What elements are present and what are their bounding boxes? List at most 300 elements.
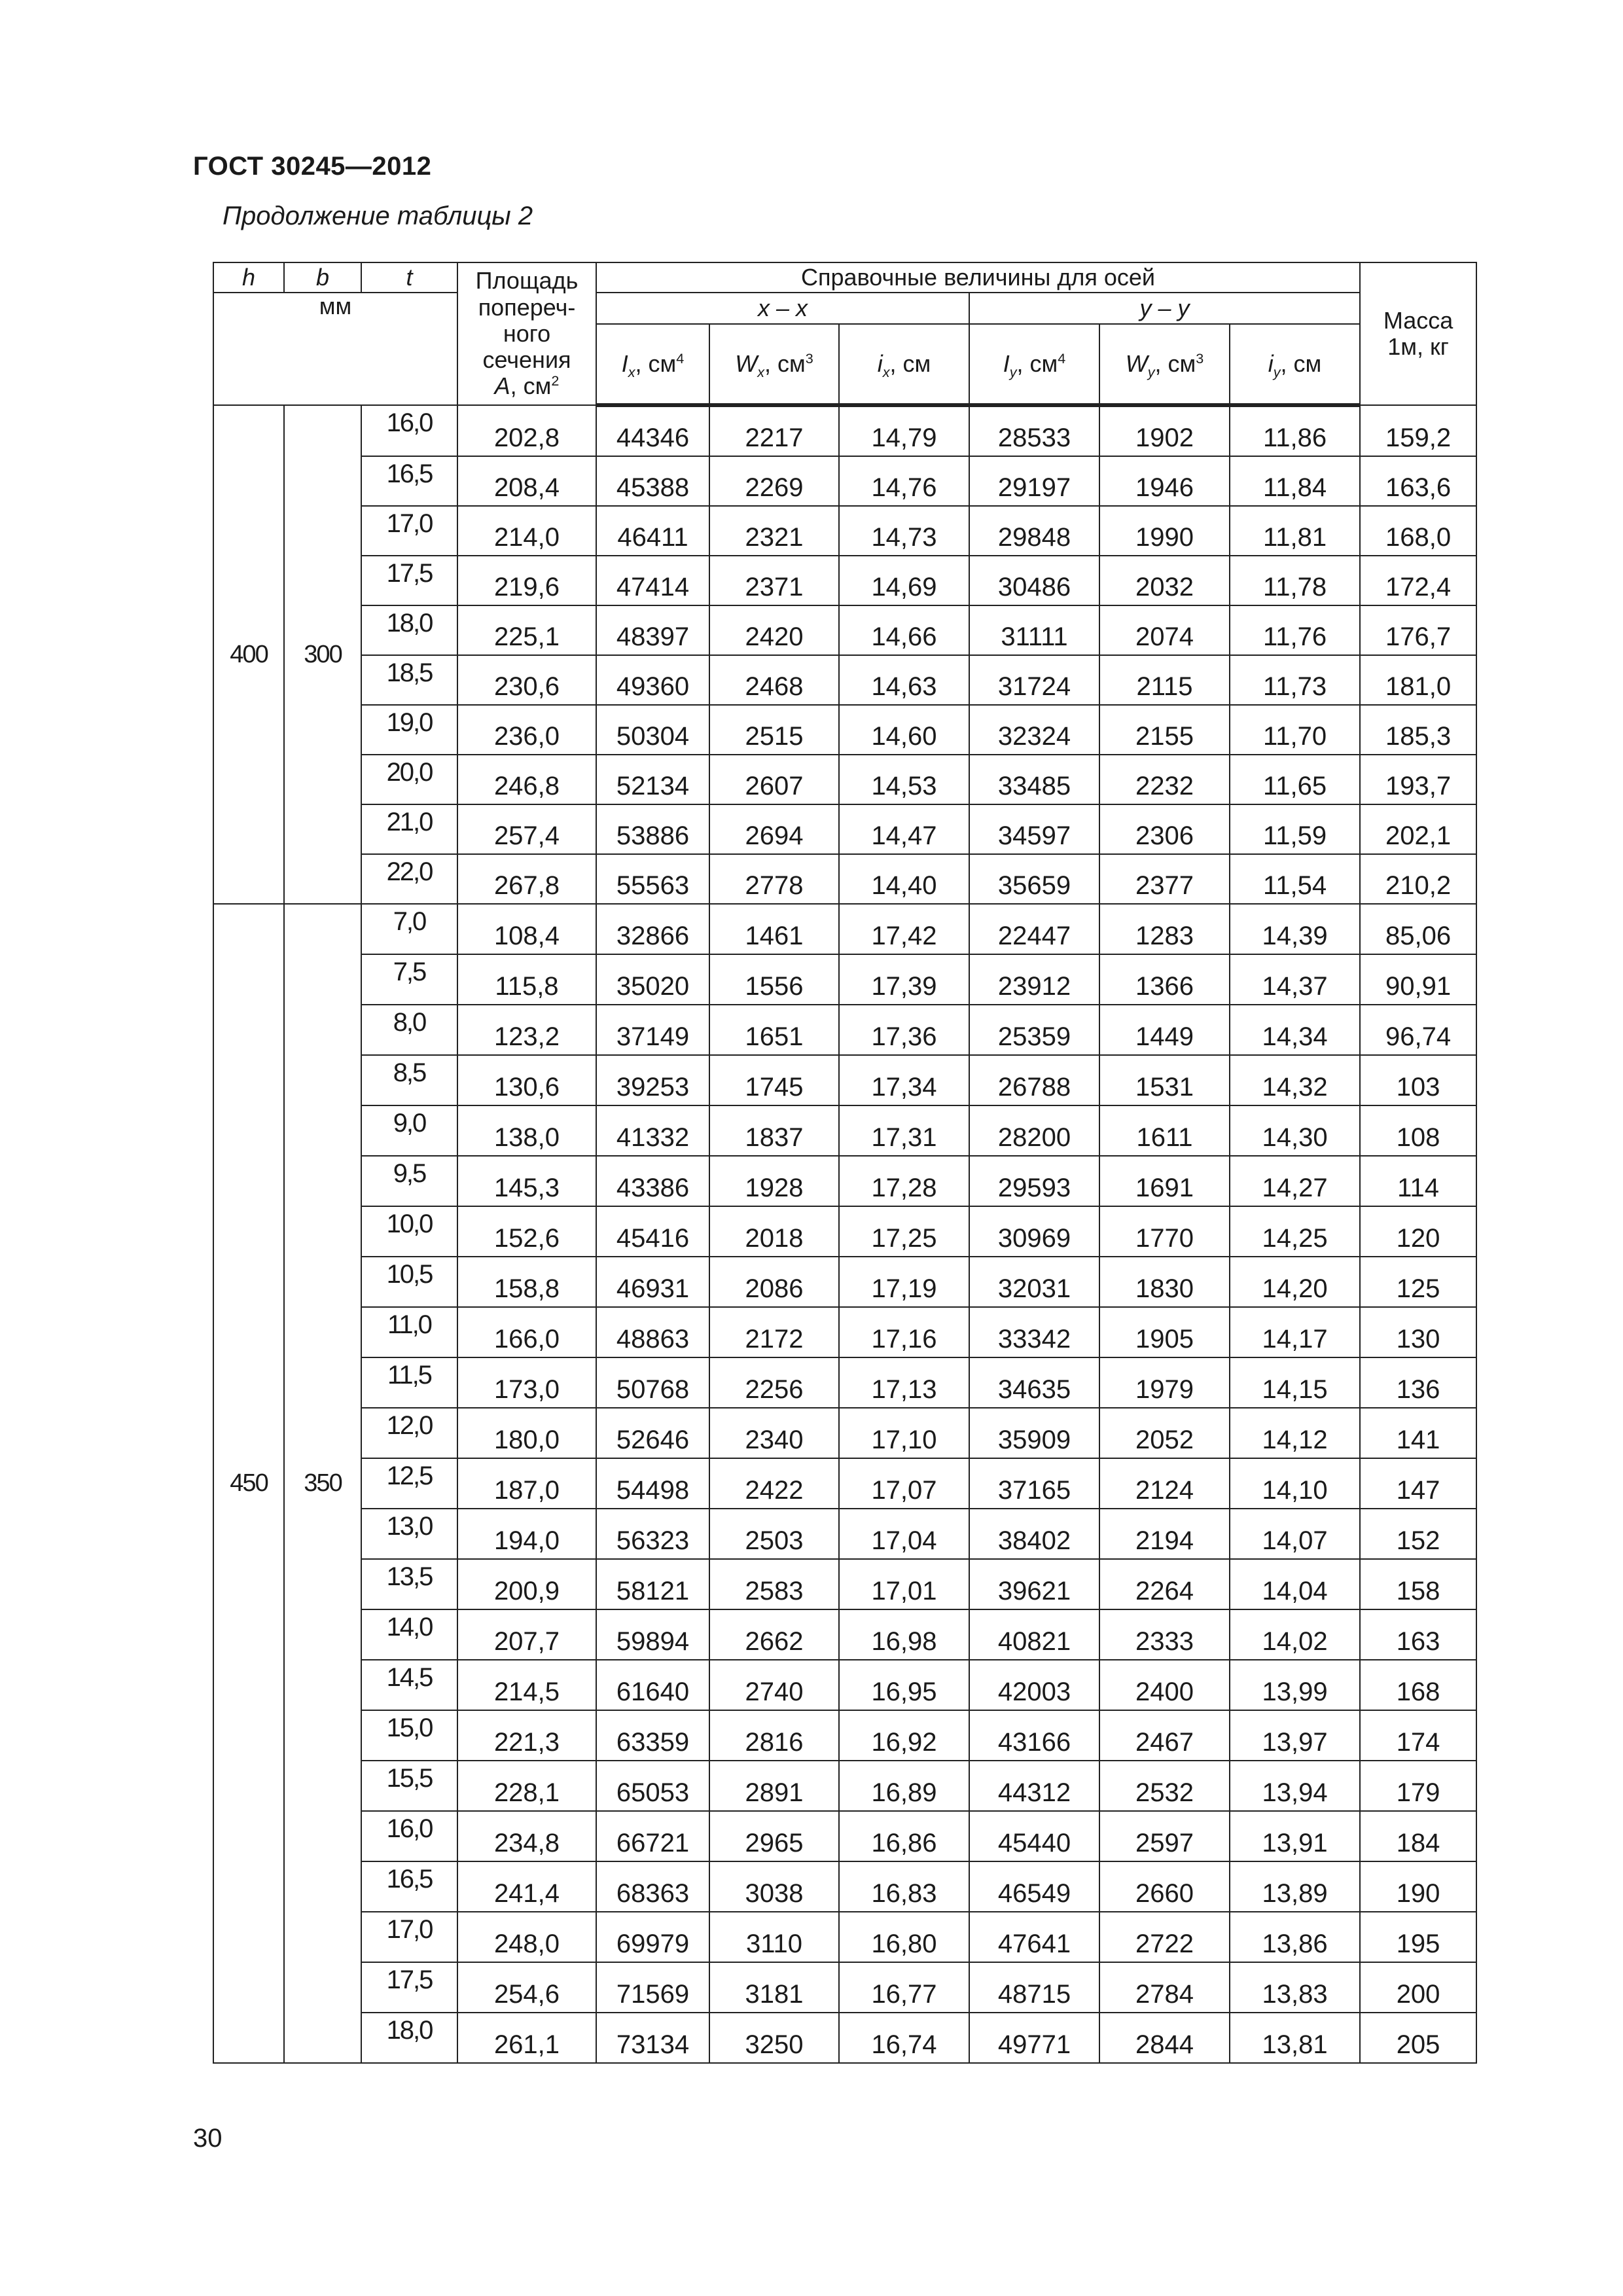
cell-wx-modulus: 3110	[709, 1912, 839, 1962]
cell-iy-radius: 14,15	[1230, 1357, 1360, 1408]
cell-iy-inertia: 32031	[969, 1257, 1099, 1307]
cell-wx-modulus: 2371	[709, 556, 839, 605]
cell-t: 8,5	[361, 1055, 457, 1105]
cell-mass: 205	[1360, 2013, 1476, 2063]
table-row	[213, 1609, 1476, 1660]
cell-mass: 159,2	[1360, 405, 1476, 456]
header-wy	[1099, 324, 1230, 405]
header-ry-unit: , см	[1280, 350, 1322, 377]
cell-iy-radius: 14,37	[1230, 954, 1360, 1005]
cell-t: 19,0	[361, 705, 457, 755]
cell-wx-modulus: 2816	[709, 1710, 839, 1761]
table-body-group-450x350	[213, 904, 1476, 2063]
cell-wx-modulus: 2965	[709, 1811, 839, 1861]
cell-wx-modulus: 2778	[709, 854, 839, 904]
cell-iy-radius: 11,59	[1230, 804, 1360, 854]
header-area-exponent: 2	[551, 372, 560, 389]
header-wy-sub: y	[1147, 364, 1155, 381]
cell-mass: 195	[1360, 1912, 1476, 1962]
cell-iy-inertia: 31724	[969, 655, 1099, 705]
cell-h: 450	[213, 904, 284, 2063]
cell-iy-radius: 14,20	[1230, 1257, 1360, 1307]
header-rx-symbol: i	[877, 350, 883, 377]
cell-t: 20,0	[361, 755, 457, 804]
cell-iy-inertia: 29197	[969, 456, 1099, 506]
table-row	[213, 1307, 1476, 1357]
cell-mass: 184	[1360, 1811, 1476, 1861]
cell-mass: 85,06	[1360, 904, 1476, 954]
cell-mass: 103	[1360, 1055, 1476, 1105]
cell-iy-inertia: 31111	[969, 605, 1099, 655]
table-row	[213, 1357, 1476, 1408]
cell-wy-modulus: 2115	[1099, 655, 1230, 705]
cell-wx-modulus: 2694	[709, 804, 839, 854]
cell-area: 187,0	[457, 1458, 596, 1509]
table-row	[213, 1811, 1476, 1861]
page-number: 30	[193, 2124, 223, 2153]
cell-t: 11,0	[361, 1307, 457, 1357]
cell-wy-modulus: 1990	[1099, 506, 1230, 556]
cell-ix-inertia: 61640	[596, 1660, 709, 1710]
cell-iy-inertia: 35909	[969, 1408, 1099, 1458]
cell-ix-inertia: 65053	[596, 1761, 709, 1811]
cell-b: 350	[284, 904, 361, 2063]
header-area-line3: ного	[503, 319, 551, 347]
cell-t: 18,0	[361, 2013, 457, 2063]
cell-mass: 168,0	[1360, 506, 1476, 556]
cell-iy-inertia: 48715	[969, 1962, 1099, 2013]
cell-wx-modulus: 2607	[709, 755, 839, 804]
cell-wy-modulus: 2722	[1099, 1912, 1230, 1962]
cell-area: 236,0	[457, 705, 596, 755]
cell-wy-modulus: 2532	[1099, 1761, 1230, 1811]
cell-area: 225,1	[457, 605, 596, 655]
cell-wx-modulus: 1928	[709, 1156, 839, 1206]
cell-ix-inertia: 73134	[596, 2013, 709, 2063]
cell-mass: 114	[1360, 1156, 1476, 1206]
header-ix-sub: x	[628, 364, 635, 381]
cell-t: 18,5	[361, 655, 457, 705]
cell-ix-inertia: 48863	[596, 1307, 709, 1357]
cell-wx-modulus: 2468	[709, 655, 839, 705]
cell-wy-modulus: 1531	[1099, 1055, 1230, 1105]
cell-t: 22,0	[361, 854, 457, 904]
cell-t: 16,0	[361, 405, 457, 456]
cell-ix-radius: 17,39	[839, 954, 969, 1005]
cell-wy-modulus: 2784	[1099, 1962, 1230, 2013]
table-row	[213, 1458, 1476, 1509]
cell-wy-modulus: 2074	[1099, 605, 1230, 655]
table-row	[213, 1660, 1476, 1710]
cell-t: 8,0	[361, 1005, 457, 1055]
cell-mass: 185,3	[1360, 705, 1476, 755]
cell-t: 13,0	[361, 1509, 457, 1559]
header-wx-sub: x	[757, 364, 764, 381]
cell-area: 219,6	[457, 556, 596, 605]
cell-iy-radius: 11,65	[1230, 755, 1360, 804]
cell-ix-inertia: 66721	[596, 1811, 709, 1861]
cell-area: 208,4	[457, 456, 596, 506]
cell-ix-inertia: 50304	[596, 705, 709, 755]
header-axis-y: y – y	[969, 293, 1360, 324]
cell-wy-modulus: 2232	[1099, 755, 1230, 804]
cell-iy-radius: 14,04	[1230, 1559, 1360, 1609]
cell-wy-modulus: 2194	[1099, 1509, 1230, 1559]
table-row	[213, 1408, 1476, 1458]
header-ix	[596, 324, 709, 405]
cell-iy-inertia: 23912	[969, 954, 1099, 1005]
cell-ix-radius: 17,13	[839, 1357, 969, 1408]
header-rx-sub: x	[882, 364, 890, 381]
cell-wx-modulus: 2321	[709, 506, 839, 556]
cell-ix-radius: 14,79	[839, 405, 969, 456]
cell-t: 17,0	[361, 506, 457, 556]
cell-wx-modulus: 3038	[709, 1861, 839, 1912]
cell-area: 202,8	[457, 405, 596, 456]
cell-ix-inertia: 47414	[596, 556, 709, 605]
header-ix-exp: 4	[676, 350, 685, 367]
cell-mass: 147	[1360, 1458, 1476, 1509]
table-row	[213, 1257, 1476, 1307]
cell-ix-inertia: 53886	[596, 804, 709, 854]
cell-ix-inertia: 52134	[596, 755, 709, 804]
header-ry	[1230, 324, 1360, 405]
cell-iy-inertia: 37165	[969, 1458, 1099, 1509]
section-properties-table	[213, 262, 1477, 2064]
header-iy-sub: y	[1009, 364, 1017, 381]
header-mass-line2: 1м, кг	[1387, 333, 1449, 360]
cell-t: 14,5	[361, 1660, 457, 1710]
table-row	[213, 1710, 1476, 1761]
cell-area: 123,2	[457, 1005, 596, 1055]
cell-iy-inertia: 43166	[969, 1710, 1099, 1761]
cell-wy-modulus: 2306	[1099, 804, 1230, 854]
header-axis-x: x – x	[596, 293, 969, 324]
cell-iy-radius: 14,27	[1230, 1156, 1360, 1206]
cell-t: 10,0	[361, 1206, 457, 1257]
cell-wy-modulus: 2052	[1099, 1408, 1230, 1458]
cell-area: 108,4	[457, 904, 596, 954]
cell-ix-radius: 17,07	[839, 1458, 969, 1509]
cell-ix-radius: 16,86	[839, 1811, 969, 1861]
cell-ix-inertia: 52646	[596, 1408, 709, 1458]
cell-wy-modulus: 2660	[1099, 1861, 1230, 1912]
cell-wx-modulus: 1461	[709, 904, 839, 954]
header-iy	[969, 324, 1099, 405]
cell-ix-inertia: 39253	[596, 1055, 709, 1105]
header-area-line4: сечения	[482, 346, 571, 374]
cell-wx-modulus: 2086	[709, 1257, 839, 1307]
cell-ix-inertia: 44346	[596, 405, 709, 456]
cell-mass: 181,0	[1360, 655, 1476, 705]
cell-wx-modulus: 3181	[709, 1962, 839, 2013]
cell-ix-inertia: 43386	[596, 1156, 709, 1206]
cell-t: 17,5	[361, 556, 457, 605]
cell-ix-inertia: 46411	[596, 506, 709, 556]
cell-iy-radius: 11,84	[1230, 456, 1360, 506]
cell-mass: 179	[1360, 1761, 1476, 1811]
table-row	[213, 1559, 1476, 1609]
cell-iy-radius: 14,17	[1230, 1307, 1360, 1357]
header-area-symbol: A	[494, 372, 510, 400]
cell-mass: 130	[1360, 1307, 1476, 1357]
cell-t: 18,0	[361, 605, 457, 655]
cell-wx-modulus: 2256	[709, 1357, 839, 1408]
cell-area: 214,0	[457, 506, 596, 556]
cell-wy-modulus: 2333	[1099, 1609, 1230, 1660]
table-body-group-400x300	[213, 405, 1476, 904]
table-row	[213, 1005, 1476, 1055]
cell-ix-radius: 14,76	[839, 456, 969, 506]
cell-wy-modulus: 1770	[1099, 1206, 1230, 1257]
cell-wy-modulus: 2844	[1099, 2013, 1230, 2063]
cell-iy-radius: 11,70	[1230, 705, 1360, 755]
cell-ix-inertia: 41332	[596, 1105, 709, 1156]
cell-iy-inertia: 35659	[969, 854, 1099, 904]
cell-iy-radius: 13,89	[1230, 1861, 1360, 1912]
cell-ix-radius: 17,16	[839, 1307, 969, 1357]
cell-area: 230,6	[457, 655, 596, 705]
header-area-unit: , см	[510, 372, 552, 400]
cell-ix-radius: 17,28	[839, 1156, 969, 1206]
cell-ix-inertia: 37149	[596, 1005, 709, 1055]
cell-t: 13,5	[361, 1559, 457, 1609]
table-row	[213, 904, 1476, 954]
cell-ix-radius: 16,77	[839, 1962, 969, 2013]
header-ix-symbol: I	[621, 350, 628, 377]
cell-t: 10,5	[361, 1257, 457, 1307]
cell-mass: 163,6	[1360, 456, 1476, 506]
table-row	[213, 605, 1476, 655]
cell-iy-radius: 13,81	[1230, 2013, 1360, 2063]
cell-wx-modulus: 2662	[709, 1609, 839, 1660]
cell-wx-modulus: 2891	[709, 1761, 839, 1811]
cell-wx-modulus: 2269	[709, 456, 839, 506]
cell-wx-modulus: 2515	[709, 705, 839, 755]
cell-t: 16,5	[361, 456, 457, 506]
header-h: h	[213, 262, 284, 293]
cell-area: 152,6	[457, 1206, 596, 1257]
cell-wx-modulus: 2740	[709, 1660, 839, 1710]
cell-wy-modulus: 2377	[1099, 854, 1230, 904]
table-row	[213, 405, 1476, 456]
cell-ix-radius: 17,34	[839, 1055, 969, 1105]
cell-ix-inertia: 48397	[596, 605, 709, 655]
cell-t: 21,0	[361, 804, 457, 854]
cell-iy-radius: 11,81	[1230, 506, 1360, 556]
cell-mass: 176,7	[1360, 605, 1476, 655]
cell-t: 12,5	[361, 1458, 457, 1509]
cell-iy-inertia: 26788	[969, 1055, 1099, 1105]
header-area	[457, 262, 596, 405]
cell-area: 267,8	[457, 854, 596, 904]
cell-iy-inertia: 39621	[969, 1559, 1099, 1609]
cell-t: 17,5	[361, 1962, 457, 2013]
cell-ix-inertia: 50768	[596, 1357, 709, 1408]
cell-t: 9,5	[361, 1156, 457, 1206]
table-row	[213, 705, 1476, 755]
cell-iy-radius: 11,78	[1230, 556, 1360, 605]
cell-wx-modulus: 2340	[709, 1408, 839, 1458]
cell-iy-radius: 13,86	[1230, 1912, 1360, 1962]
cell-wy-modulus: 2264	[1099, 1559, 1230, 1609]
header-wy-exp: 3	[1196, 350, 1204, 367]
cell-wy-modulus: 1946	[1099, 456, 1230, 506]
header-wx-unit: , см	[764, 350, 806, 377]
cell-area: 261,1	[457, 2013, 596, 2063]
cell-ix-radius: 14,69	[839, 556, 969, 605]
cell-ix-inertia: 63359	[596, 1710, 709, 1761]
header-reference-values: Справочные величины для осей	[596, 262, 1360, 293]
table-row	[213, 1861, 1476, 1912]
cell-mass: 120	[1360, 1206, 1476, 1257]
cell-iy-inertia: 45440	[969, 1811, 1099, 1861]
cell-wx-modulus: 2217	[709, 405, 839, 456]
table-row	[213, 1105, 1476, 1156]
cell-mass: 125	[1360, 1257, 1476, 1307]
cell-area: 166,0	[457, 1307, 596, 1357]
cell-ix-inertia: 71569	[596, 1962, 709, 2013]
cell-ix-inertia: 45388	[596, 456, 709, 506]
cell-area: 130,6	[457, 1055, 596, 1105]
cell-ix-inertia: 32866	[596, 904, 709, 954]
cell-iy-radius: 13,99	[1230, 1660, 1360, 1710]
header-area-line2: попереч-	[478, 293, 576, 321]
cell-wx-modulus: 2503	[709, 1509, 839, 1559]
cell-t: 17,0	[361, 1912, 457, 1962]
header-rx-unit: , см	[889, 350, 931, 377]
cell-area: 145,3	[457, 1156, 596, 1206]
cell-t: 7,5	[361, 954, 457, 1005]
cell-mass: 168	[1360, 1660, 1476, 1710]
cell-ix-radius: 16,92	[839, 1710, 969, 1761]
table-row	[213, 1206, 1476, 1257]
cell-iy-radius: 14,25	[1230, 1206, 1360, 1257]
header-ix-unit: , см	[635, 350, 677, 377]
cell-ix-radius: 14,60	[839, 705, 969, 755]
cell-t: 9,0	[361, 1105, 457, 1156]
cell-mass: 200	[1360, 1962, 1476, 2013]
cell-iy-radius: 14,34	[1230, 1005, 1360, 1055]
cell-area: 200,9	[457, 1559, 596, 1609]
cell-area: 207,7	[457, 1609, 596, 1660]
cell-wy-modulus: 1449	[1099, 1005, 1230, 1055]
cell-area: 138,0	[457, 1105, 596, 1156]
cell-iy-radius: 14,10	[1230, 1458, 1360, 1509]
cell-iy-radius: 11,76	[1230, 605, 1360, 655]
cell-ix-inertia: 55563	[596, 854, 709, 904]
cell-wy-modulus: 2467	[1099, 1710, 1230, 1761]
cell-area: 173,0	[457, 1357, 596, 1408]
cell-ix-radius: 17,10	[839, 1408, 969, 1458]
cell-wx-modulus: 2422	[709, 1458, 839, 1509]
cell-ix-inertia: 59894	[596, 1609, 709, 1660]
cell-wy-modulus: 1979	[1099, 1357, 1230, 1408]
cell-ix-inertia: 35020	[596, 954, 709, 1005]
cell-iy-inertia: 47641	[969, 1912, 1099, 1962]
header-wx-symbol: W	[735, 350, 758, 377]
cell-mass: 172,4	[1360, 556, 1476, 605]
cell-iy-radius: 11,86	[1230, 405, 1360, 456]
cell-wy-modulus: 2155	[1099, 705, 1230, 755]
table-row	[213, 1156, 1476, 1206]
cell-ix-inertia: 49360	[596, 655, 709, 705]
cell-ix-radius: 14,40	[839, 854, 969, 904]
table-row	[213, 506, 1476, 556]
cell-iy-inertia: 44312	[969, 1761, 1099, 1811]
cell-mass: 163	[1360, 1609, 1476, 1660]
cell-iy-radius: 13,94	[1230, 1761, 1360, 1811]
cell-ix-radius: 14,63	[839, 655, 969, 705]
cell-iy-inertia: 38402	[969, 1509, 1099, 1559]
cell-ix-radius: 16,83	[839, 1861, 969, 1912]
header-wy-symbol: W	[1125, 350, 1148, 377]
cell-mass: 210,2	[1360, 854, 1476, 904]
cell-wy-modulus: 2124	[1099, 1458, 1230, 1509]
cell-wy-modulus: 2597	[1099, 1811, 1230, 1861]
header-wx-exp: 3	[805, 350, 813, 367]
cell-area: 180,0	[457, 1408, 596, 1458]
cell-iy-radius: 13,97	[1230, 1710, 1360, 1761]
cell-ix-radius: 17,04	[839, 1509, 969, 1559]
cell-iy-inertia: 40821	[969, 1609, 1099, 1660]
cell-t: 11,5	[361, 1357, 457, 1408]
cell-wy-modulus: 2400	[1099, 1660, 1230, 1710]
cell-t: 15,0	[361, 1710, 457, 1761]
cell-wx-modulus: 2018	[709, 1206, 839, 1257]
cell-ix-inertia: 58121	[596, 1559, 709, 1609]
cell-ix-radius: 16,80	[839, 1912, 969, 1962]
cell-mass: 190	[1360, 1861, 1476, 1912]
cell-area: 221,3	[457, 1710, 596, 1761]
header-mass	[1360, 262, 1476, 405]
header-area-line1: Площадь	[475, 267, 579, 295]
cell-mass: 158	[1360, 1559, 1476, 1609]
cell-iy-inertia: 29593	[969, 1156, 1099, 1206]
header-rx	[839, 324, 969, 405]
cell-wy-modulus: 1283	[1099, 904, 1230, 954]
cell-ix-radius: 14,53	[839, 755, 969, 804]
cell-iy-radius: 13,83	[1230, 1962, 1360, 2013]
cell-ix-radius: 17,25	[839, 1206, 969, 1257]
table-header	[213, 262, 1476, 405]
cell-area: 115,8	[457, 954, 596, 1005]
table-row	[213, 804, 1476, 854]
cell-area: 257,4	[457, 804, 596, 854]
cell-ix-radius: 14,73	[839, 506, 969, 556]
cell-mass: 202,1	[1360, 804, 1476, 854]
table-row	[213, 1509, 1476, 1559]
table-row	[213, 456, 1476, 506]
cell-ix-radius: 17,36	[839, 1005, 969, 1055]
table-row	[213, 2013, 1476, 2063]
cell-iy-inertia: 46549	[969, 1861, 1099, 1912]
cell-area: 234,8	[457, 1811, 596, 1861]
cell-iy-inertia: 33342	[969, 1307, 1099, 1357]
cell-wy-modulus: 2032	[1099, 556, 1230, 605]
cell-t: 14,0	[361, 1609, 457, 1660]
cell-wx-modulus: 3250	[709, 2013, 839, 2063]
cell-iy-inertia: 30486	[969, 556, 1099, 605]
cell-iy-inertia: 29848	[969, 506, 1099, 556]
cell-wy-modulus: 1366	[1099, 954, 1230, 1005]
cell-wy-modulus: 1611	[1099, 1105, 1230, 1156]
cell-area: 246,8	[457, 755, 596, 804]
cell-area: 214,5	[457, 1660, 596, 1710]
table-row	[213, 556, 1476, 605]
cell-ix-radius: 16,74	[839, 2013, 969, 2063]
header-ry-sub: y	[1273, 364, 1281, 381]
